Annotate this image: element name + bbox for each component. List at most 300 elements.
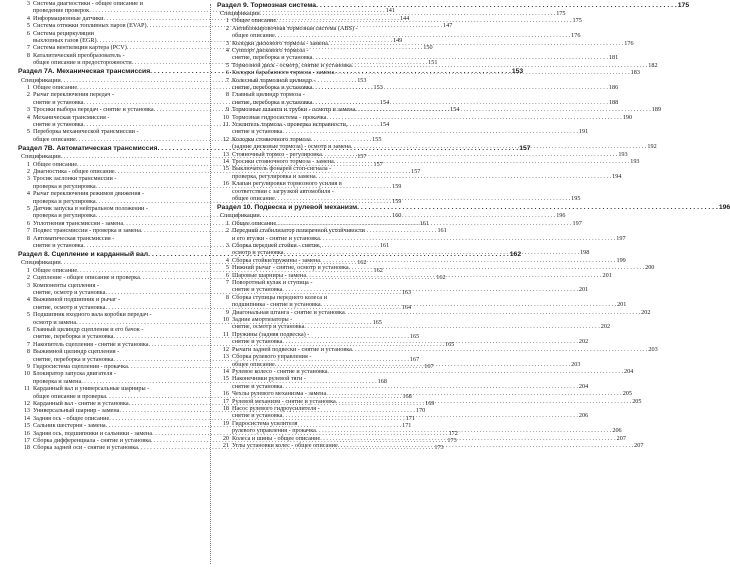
- entry-number: 3: [26, 281, 30, 289]
- entry-line-text: Колеса и шины - общее описание: [232, 434, 321, 442]
- entry-line: [33, 385, 208, 392]
- dot-leader: [321, 301, 616, 308]
- entry-number: 2: [26, 274, 30, 282]
- entry-number: 7: [225, 279, 229, 287]
- entry-page-number: 161: [379, 242, 390, 249]
- entry-number: 6: [26, 29, 30, 37]
- entry-number: 8: [26, 348, 30, 356]
- entry-page-number: 154: [450, 106, 460, 114]
- entry-page-number: 159: [392, 197, 402, 205]
- entry-line-text: проверка и замена: [33, 377, 82, 385]
- entry-line-text: Система отгяжки топливных паров (EVAP): [33, 22, 147, 30]
- entry-line-text: Общее описание: [232, 17, 277, 25]
- entry-line-text: Тормозная гидросистема - прокачка: [232, 113, 327, 121]
- entry-line-text: Усилитель тормоза - проверка исправности,: [232, 121, 348, 128]
- dot-leader: [320, 435, 615, 445]
- entry-number: 11: [223, 121, 229, 128]
- entry-number: 1: [225, 219, 229, 227]
- entry-number: 3: [225, 242, 229, 249]
- dot-leader: [357, 204, 718, 212]
- entry-line-text: проверка и регулировка: [33, 212, 96, 220]
- entry-number: 4: [225, 256, 229, 264]
- entry-page-number: 176: [571, 32, 581, 40]
- entry-page-number: 171: [405, 414, 415, 422]
- entry-page-number: 203: [571, 360, 581, 368]
- entry-line: [33, 282, 208, 289]
- column-divider: [210, 4, 212, 564]
- entry-page-number: 151: [428, 59, 438, 67]
- entry-line-text: снятие, переборка и установка: [232, 54, 313, 62]
- entry-line: [33, 311, 208, 318]
- dot-leader: [312, 54, 607, 61]
- entry-line: [232, 256, 626, 267]
- entry-line: [232, 180, 413, 187]
- entry-number: 5: [26, 128, 30, 136]
- entry-line-text: Сальник шестерни - замена: [33, 422, 106, 430]
- entry-page-number: 191: [578, 128, 589, 136]
- entry-line-text: Датчик запуска в нейтральном положении -: [33, 204, 148, 212]
- entry-number: 1: [26, 160, 30, 168]
- entry-line-text: снятие и установка: [33, 121, 84, 128]
- entry-page-number: 201: [602, 271, 612, 279]
- entry-page-number: 196: [556, 212, 566, 220]
- entry-page-number: 168: [402, 392, 412, 400]
- entry-page-number: 154: [379, 121, 390, 128]
- section-page-number: 153: [511, 68, 524, 76]
- entry-text: [232, 316, 611, 331]
- entry-page-number: 165: [444, 340, 455, 348]
- entry-number: 6: [225, 69, 229, 77]
- toc-entry: [217, 150, 628, 161]
- dot-leader: [275, 32, 570, 39]
- entry-text: [232, 367, 634, 375]
- entry-line-text: Колесный тормозной цилиндр -: [232, 76, 316, 84]
- entry-line: [232, 353, 413, 360]
- entry-line: [232, 77, 413, 84]
- entry-line: [33, 235, 208, 242]
- entry-number: 16: [23, 429, 30, 437]
- entry-page-number: 182: [648, 61, 658, 69]
- entry-line-text: подшипника - снятие и установка: [232, 301, 321, 309]
- entry-line-text: Сборка ступицы переднего колеса и: [232, 293, 328, 301]
- entry-number: 1: [26, 266, 30, 274]
- entry-line: [33, 52, 208, 59]
- section-page-number: 162: [509, 250, 522, 258]
- toc-entry: [217, 256, 626, 267]
- entry-line-text: снятие и установка: [232, 338, 283, 346]
- entry-line: [232, 301, 627, 309]
- entry-line: [33, 340, 455, 348]
- dot-leader: [320, 235, 615, 242]
- entry-page-number: 199: [616, 256, 626, 264]
- entry-line-text: Диагностика - общее описание: [33, 167, 115, 175]
- entry-page-number: 169: [425, 400, 435, 408]
- entry-line: [232, 367, 634, 375]
- entry-text: [220, 212, 566, 220]
- dot-leader: [276, 220, 571, 227]
- entry-page-number: 207: [634, 441, 644, 449]
- dot-leader: [306, 272, 601, 282]
- entry-page-number: 159: [392, 182, 402, 190]
- entry-line: [33, 30, 208, 37]
- entry-number: 14: [222, 367, 229, 375]
- entry-line-text: Механическая трансмиссия -: [33, 113, 110, 121]
- entry-page-number: 164: [401, 303, 412, 311]
- entry-page-number: 153: [373, 83, 383, 91]
- entry-line: [220, 212, 566, 220]
- entry-text: [232, 264, 655, 272]
- entry-number: 8: [26, 51, 30, 59]
- entry-number: 7: [26, 340, 30, 348]
- toc-entry: [217, 264, 655, 272]
- entry-line: [232, 128, 589, 136]
- entry-line-text: Рычаги задней подвески - снятие и установка: [232, 345, 352, 353]
- entry-number: 19: [222, 419, 229, 427]
- section-title-line: [217, 203, 730, 212]
- entry-line-text: Клапан регулировки тормозного усилия в: [232, 180, 342, 188]
- entry-line-text: общее описание: [33, 135, 76, 143]
- entry-number: 12: [23, 400, 30, 408]
- entry-line-text: Тросик заслонки трансмиссии -: [33, 175, 117, 183]
- entry-line: [232, 136, 413, 143]
- entry-line-text: Выжимной цилиндр сцепления -: [33, 348, 120, 356]
- entry-number: 15: [222, 375, 229, 383]
- entry-text: [232, 14, 582, 25]
- entry-line: [232, 188, 413, 195]
- entry-line-text: Система диагностики - общее описание и: [33, 0, 143, 7]
- entry-line: [33, 296, 208, 303]
- section-page-number: 196: [718, 203, 730, 211]
- entry-number: 18: [222, 404, 229, 412]
- entry-line-text: Сцепление - общее описание и проверка: [33, 274, 140, 282]
- entry-number: 10: [222, 113, 229, 121]
- section-title: Раздел 10. Подвеска и рулевой механизм: [217, 203, 358, 211]
- entry-page-number: 192: [647, 143, 657, 151]
- entry-number: 7: [225, 76, 229, 84]
- entry-number: 21: [222, 441, 229, 449]
- entry-line-text: Универсальный шарнир - замена: [33, 407, 120, 415]
- entry-line-text: снятие, переборка и установка: [232, 98, 313, 106]
- entry-number: 3: [225, 39, 229, 47]
- entry-page-number: 163: [401, 288, 412, 296]
- entry-line-text: Тросики стояночного тормоза - замена: [232, 158, 334, 166]
- entry-page-number: 200: [645, 264, 655, 272]
- dot-leader: [304, 323, 599, 330]
- entry-line-text: Общее описание: [33, 266, 78, 274]
- entry-line: [232, 331, 413, 338]
- entry-line: [232, 375, 413, 382]
- entry-line-text: Система вентиляции картера (PCV): [33, 44, 127, 52]
- entry-page-number: 150: [423, 44, 433, 52]
- entry-line-text: Передний стабилизатор поперечной устойчивости: [232, 227, 365, 235]
- entry-number: 2: [225, 227, 229, 235]
- dot-leader: [352, 346, 647, 353]
- entry-line: [232, 294, 413, 301]
- entry-number: 2: [26, 167, 30, 175]
- entry-line-text: Спецификации: [21, 76, 61, 84]
- entry-line: [232, 286, 589, 294]
- entry-line: [33, 190, 208, 197]
- entry-line-text: Нижний рычаг - снятие, осмотр и установка: [232, 264, 349, 272]
- entry-number: 10: [23, 370, 30, 378]
- entry-line-text: Накопитель сцепления - снятие и установка: [33, 340, 149, 348]
- dot-leader: [326, 390, 621, 397]
- toc-entry: [217, 113, 633, 121]
- entry-number: 6: [26, 325, 30, 333]
- entry-line-text: Каталитический преобразователь -: [33, 51, 125, 59]
- dot-leader: [320, 257, 615, 267]
- dot-leader: [322, 151, 617, 161]
- entry-number: 16: [222, 390, 229, 398]
- entry-page-number: 141: [385, 7, 395, 15]
- section-title: Раздел 8. Сцепление и карданный вал: [18, 250, 149, 258]
- entry-page-number: 205: [632, 397, 642, 405]
- entry-number: 5: [225, 61, 229, 69]
- entry-text: [232, 150, 628, 161]
- entry-page-number: 186: [608, 83, 619, 91]
- toc-entry: [217, 390, 632, 398]
- entry-line-text: осмотр и замена: [33, 318, 77, 326]
- dot-leader: [316, 173, 611, 180]
- entry-page-number: 175: [556, 9, 566, 17]
- entry-line-text: снятие и установка: [232, 382, 283, 390]
- section-title-line: [217, 1, 690, 10]
- toc-entry: [217, 91, 619, 106]
- entry-page-number: 162: [373, 266, 383, 274]
- entry-number: 16: [222, 180, 229, 188]
- entry-number: 5: [225, 264, 229, 272]
- entry-line-text: проведение проверок: [33, 7, 90, 15]
- entry-line: [232, 405, 413, 412]
- entry-page-number: 165: [409, 333, 420, 341]
- entry-number: 14: [222, 158, 229, 166]
- entry-line: [232, 345, 658, 353]
- dot-leader: [345, 309, 640, 316]
- entry-line: [232, 323, 611, 331]
- entry-page-number: 193: [630, 158, 640, 166]
- entry-line-text: (задние дисковые тормоза) - осмотр и замена: [232, 143, 351, 151]
- entry-line-text: Колодки дискового тормоза - замена: [232, 39, 328, 47]
- entry-number: 3: [26, 0, 30, 7]
- dot-leader: [282, 383, 577, 390]
- entry-line: [232, 172, 622, 180]
- dot-leader: [351, 143, 646, 150]
- entry-line-text: Углы установки колес - общее описание: [232, 441, 338, 449]
- entry-page-number: 167: [424, 363, 434, 370]
- entry-line-text: Гидросистема усилителя: [232, 419, 298, 427]
- entry-number: 6: [225, 271, 229, 279]
- entry-line: [232, 158, 640, 166]
- entry-line-text: Блокиратор запуска двигателя -: [33, 370, 116, 378]
- entry-page-number: 167: [409, 355, 420, 363]
- toc-entry: [217, 279, 589, 294]
- entry-line: [232, 234, 626, 242]
- entry-page-number: 168: [377, 377, 387, 385]
- entry-line: [232, 242, 413, 249]
- entry-text: [232, 375, 589, 390]
- entry-line: [232, 165, 413, 172]
- entry-number: 5: [26, 311, 30, 319]
- dot-leader: [338, 442, 633, 452]
- entry-line-text: снятие, осмотр и установка: [232, 323, 305, 331]
- entry-line-text: Тормозной диск - осмотр, снятие и установка: [232, 61, 352, 69]
- entry-line-text: Рулевой механизм - снятие и установка: [232, 397, 336, 405]
- toc-entry: [217, 212, 566, 220]
- entry-line: [232, 316, 413, 323]
- entry-line: [232, 47, 413, 54]
- entry-line-text: Пружины (задняя подвеска) -: [232, 330, 310, 338]
- dot-leader: [316, 427, 611, 434]
- toc-entry: [217, 121, 589, 136]
- entry-line-text: Наконечники рулевой тяги -: [232, 375, 306, 383]
- entry-line: [33, 91, 208, 98]
- section-page-number: 175: [677, 1, 690, 9]
- toc-entry: [217, 316, 611, 331]
- dot-leader: [334, 158, 629, 165]
- toc-entry: [217, 345, 658, 353]
- entry-line-text: общее описание и проверка: [33, 392, 106, 400]
- entry-line-text: Задняя ось - общее описание: [33, 414, 110, 422]
- entry-line: [33, 175, 208, 182]
- entry-page-number: 201: [617, 301, 627, 309]
- entry-line-text: общее описание и предосторожности: [33, 59, 132, 67]
- entry-page-number: 161: [419, 219, 429, 227]
- entry-number: 12: [222, 135, 229, 143]
- entry-line-text: снятие и установка: [232, 412, 283, 420]
- entry-page-number: 205: [622, 390, 632, 398]
- dot-leader: [276, 14, 571, 24]
- entry-number: 9: [225, 308, 229, 316]
- entry-line: [232, 264, 655, 272]
- dot-leader: [275, 361, 570, 368]
- entry-text: [33, 340, 455, 348]
- entry-number: 4: [26, 296, 30, 304]
- toc-entry: [217, 14, 582, 25]
- entry-number: 3: [26, 175, 30, 183]
- entry-number: 5: [26, 204, 30, 212]
- toc-entry: [217, 158, 640, 166]
- toc-entry: [217, 308, 651, 316]
- entry-line-text: Насос рулевого гидроусилителя -: [232, 404, 320, 412]
- entry-line-text: Суппорт дискового тормоза -: [232, 46, 309, 54]
- entry-page-number: 202: [600, 323, 611, 331]
- entry-line-text: Общее описание: [232, 219, 277, 227]
- entry-line-text: Сборка стойки/пружины - замена: [232, 256, 321, 264]
- entry-line-text: Подвес трансмиссии - проверка и замена: [33, 227, 141, 235]
- entry-text: [232, 345, 658, 353]
- entry-number: 12: [222, 345, 229, 353]
- entry-page-number: 165: [372, 318, 382, 326]
- dot-leader: [334, 69, 629, 76]
- dot-leader: [284, 249, 579, 256]
- dot-leader: [282, 338, 577, 345]
- entry-line-text: выхлопных газов (EGR): [33, 37, 97, 45]
- entry-line-text: Шаровые шарниры - замена: [232, 271, 307, 279]
- dot-leader: [326, 114, 621, 121]
- entry-line-text: Система рециркуляции: [33, 29, 94, 37]
- entry-page-number: 147: [443, 22, 453, 30]
- entry-line-text: Колодки барабанного тормоза - замена: [232, 69, 335, 77]
- entry-page-number: 188: [608, 98, 619, 106]
- entry-page-number: 189: [651, 106, 662, 114]
- dot-leader: [316, 2, 677, 10]
- dot-leader: [312, 84, 607, 91]
- entry-line-text: Поворотный кулак и ступица -: [232, 279, 313, 287]
- entry-line-text: снятие и установка: [232, 128, 283, 136]
- toc-entry: [217, 367, 634, 375]
- entry-line: [232, 308, 651, 316]
- entry-line-text: Выключатель фонарей стоп-сигнала -: [232, 165, 332, 173]
- entry-line-text: Колодки стояночного тормоза: [232, 135, 311, 143]
- entry-line-text: Компоненты сцепления -: [33, 281, 99, 289]
- entry-line-text: Диагональная штанга - снятие и установка: [232, 308, 345, 316]
- entry-line: [232, 91, 413, 98]
- entry-line: [232, 195, 581, 203]
- entry-text: [232, 39, 634, 47]
- entry-line-text: Общее описание: [33, 160, 78, 168]
- entry-text: [232, 121, 589, 136]
- entry-text: [220, 9, 566, 17]
- entry-page-number: 183: [630, 69, 640, 77]
- entry-line-text: Сборка рулевого управления -: [232, 353, 312, 361]
- dot-leader: [349, 264, 644, 271]
- entry-line-text: снятие и установка: [33, 98, 84, 106]
- entry-number: 2: [225, 24, 229, 32]
- section-title: Раздел 7B. Автоматическая трансмиссия: [18, 144, 158, 152]
- entry-page-number: 194: [612, 172, 622, 180]
- entry-line: [232, 382, 589, 390]
- entry-number: 4: [26, 113, 30, 121]
- entry-page-number: 149: [392, 37, 403, 45]
- entry-page-number: 204: [578, 382, 589, 390]
- entry-line-text: общее описание: [232, 32, 275, 40]
- entry-line-text: Сборка дифференциала - снятие и установка: [33, 437, 151, 445]
- entry-line-text: проверка и регулировка: [33, 182, 96, 190]
- dot-leader: [275, 195, 570, 202]
- entry-page-number: 203: [648, 345, 658, 353]
- entry-number: 17: [222, 397, 229, 405]
- entry-line: [33, 128, 208, 135]
- entry-page-number: 144: [399, 14, 410, 22]
- entry-line-text: Общее описание: [33, 83, 78, 91]
- entry-number: 20: [222, 434, 229, 442]
- entry-line-text: снятие, осмотр и установка: [33, 288, 106, 296]
- dot-leader: [260, 10, 555, 17]
- entry-line-text: Тросики выбора передач - снятие и установка: [33, 106, 154, 114]
- entry-number: 13: [222, 150, 229, 158]
- entry-page-number: 171: [402, 422, 412, 430]
- entry-number: 10: [222, 316, 229, 324]
- dot-leader: [328, 40, 623, 47]
- entry-line-text: снятие, переборка и установка: [33, 333, 114, 341]
- entry-line-text: рулевого управления - прокачка: [232, 427, 316, 435]
- entry-page-number: 195: [571, 195, 581, 203]
- entry-line-text: Сборка задней оси - снятие и установка: [33, 444, 138, 452]
- entry-number: 17: [23, 437, 30, 445]
- entry-page-number: 197: [616, 234, 626, 242]
- entry-line-text: Автоматическая трансмиссия -: [33, 234, 115, 242]
- section-page-number: 157: [519, 144, 531, 152]
- entry-number: 8: [26, 234, 30, 242]
- entry-number: 15: [222, 165, 229, 173]
- entry-line-text: Информационные датчики: [33, 14, 104, 22]
- entry-page-number: 153: [357, 76, 367, 84]
- entry-line-text: Гидросистема сцепления - прокачка: [33, 363, 128, 370]
- entry-number: 4: [225, 46, 229, 54]
- toc-entry: [217, 9, 566, 17]
- entry-number: 7: [26, 227, 30, 235]
- entry-line-text: Спецификации: [21, 153, 61, 161]
